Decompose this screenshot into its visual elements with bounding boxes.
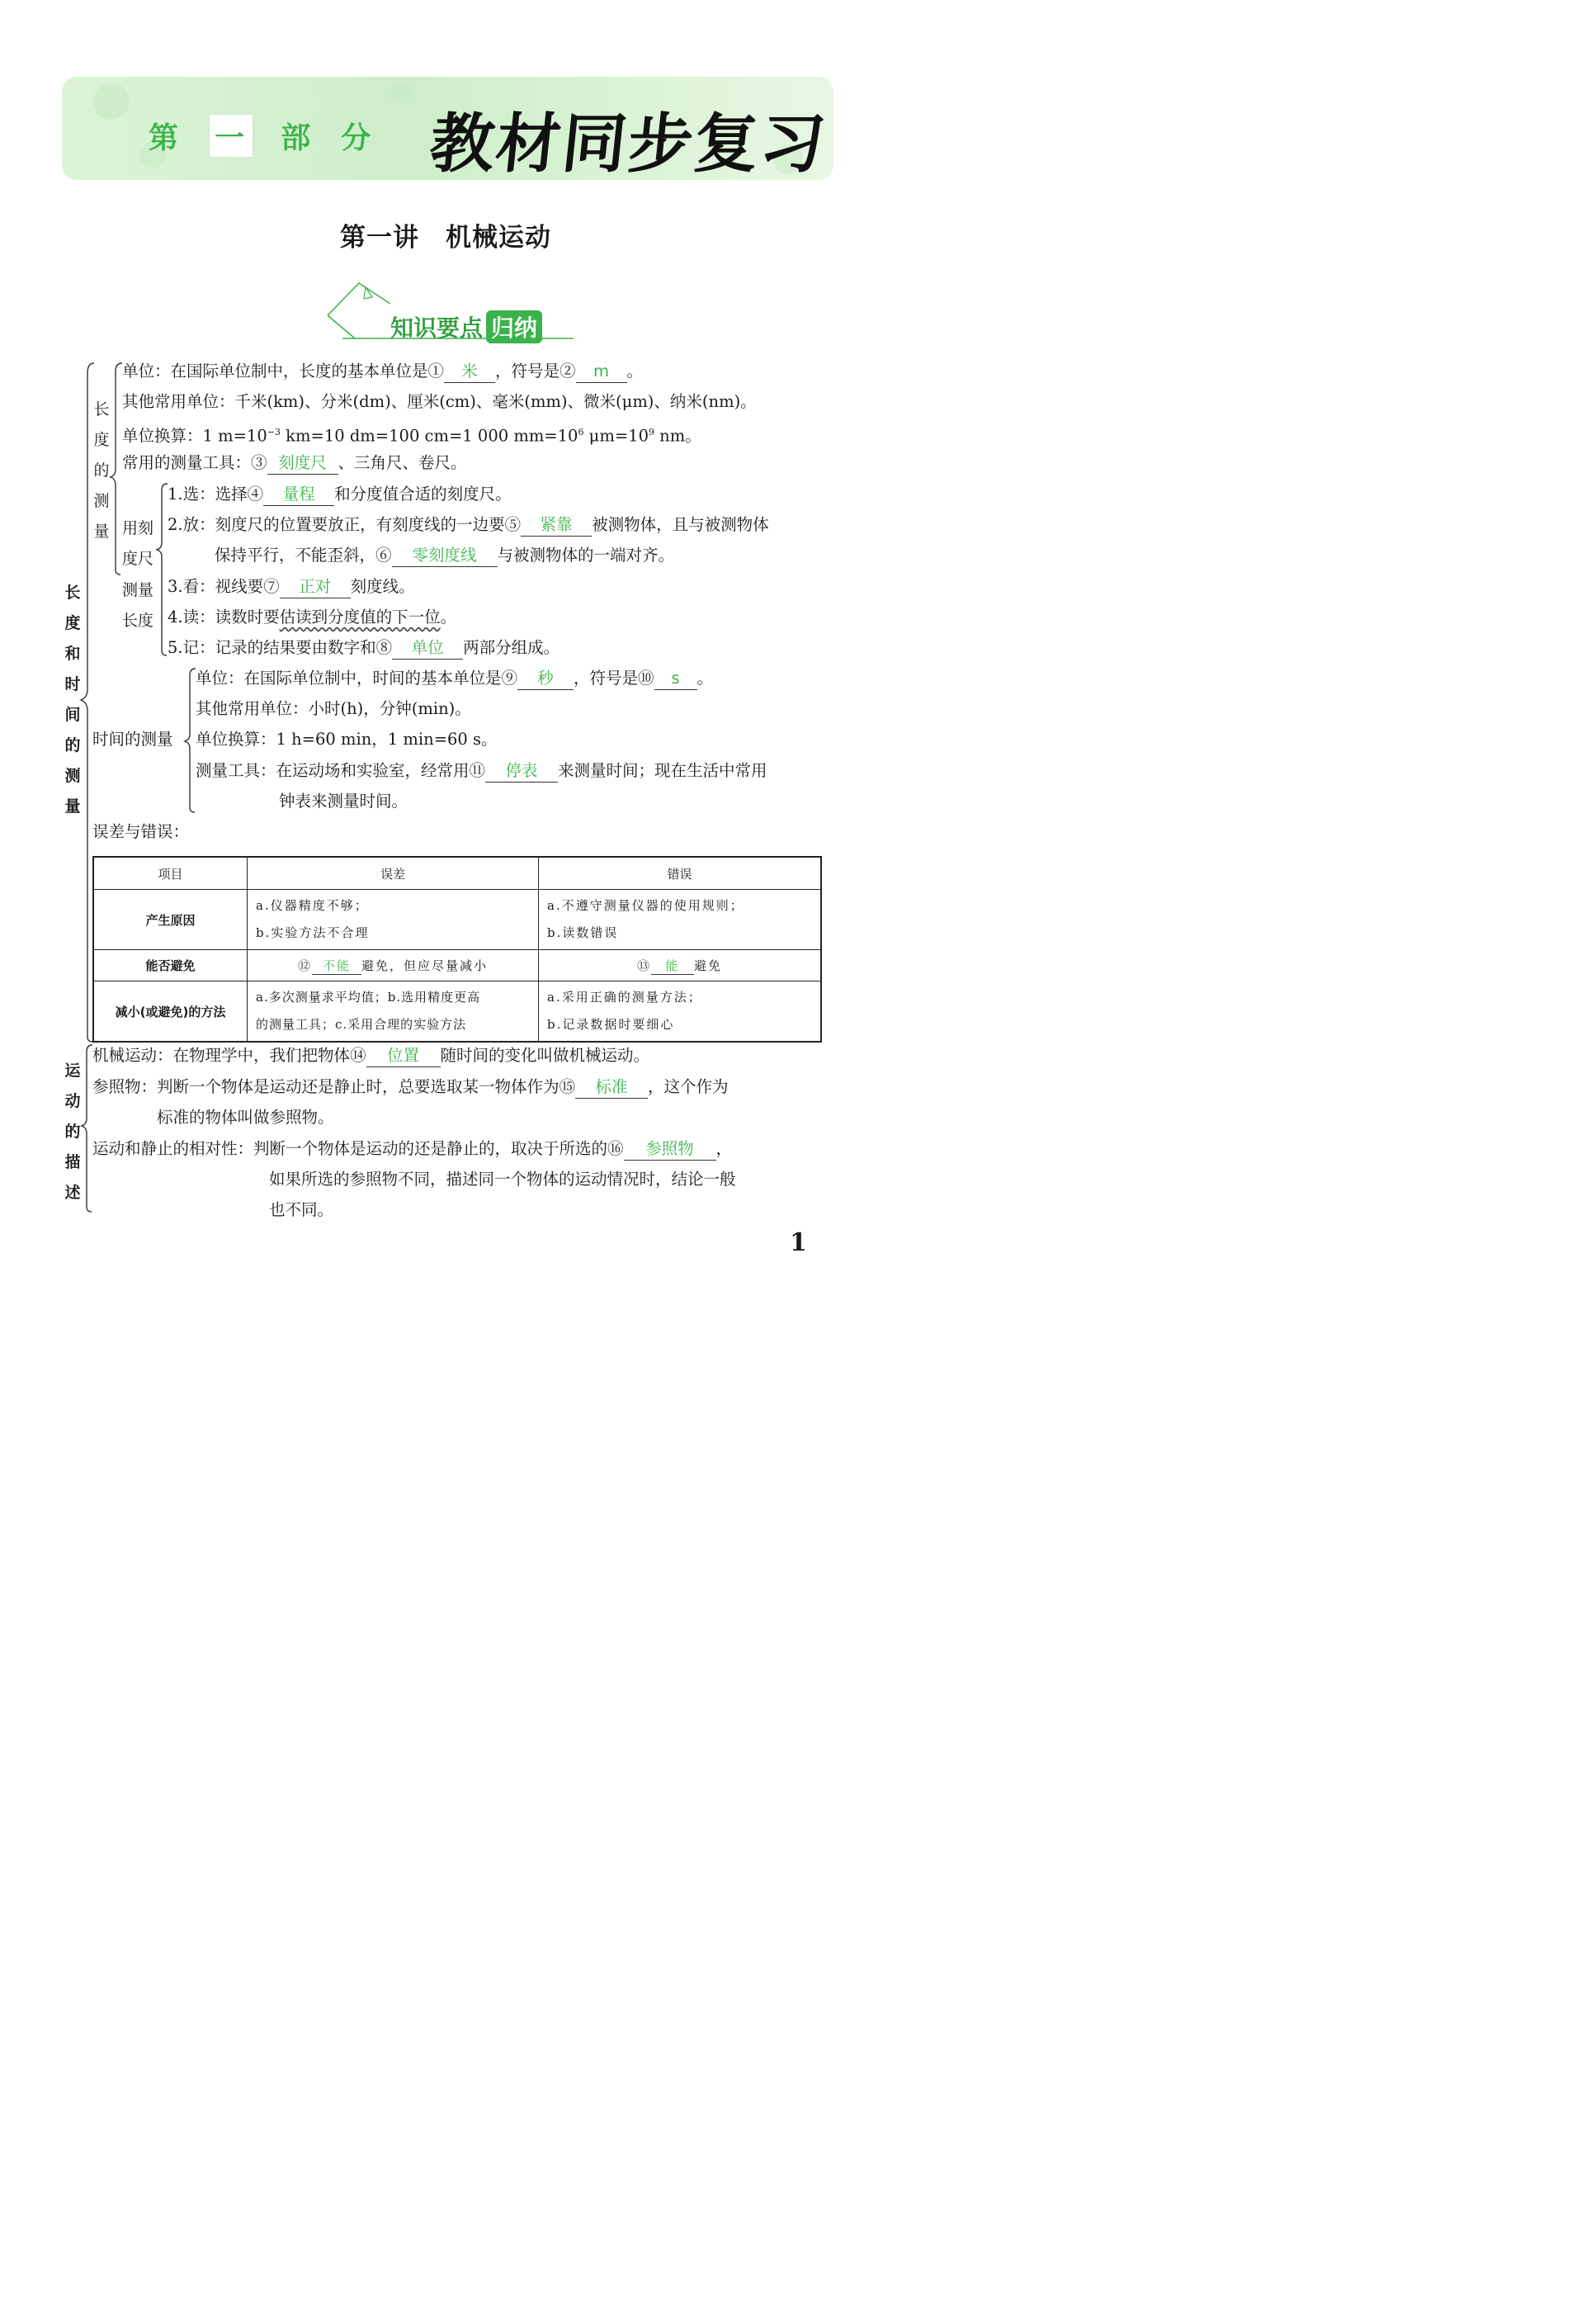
ruler-label-3 [122, 575, 153, 606]
part-char-1: 第 [149, 121, 182, 155]
answer-blank-10: s [654, 668, 697, 690]
answer-blank-5: 紧靠 [521, 514, 592, 537]
answer-blank-8: 单位 [392, 637, 463, 660]
side-label-length: 长度的测量 [93, 400, 110, 541]
ruler-label-bot1: 测量 [122, 581, 154, 599]
answer-blank-4: 量程 [263, 484, 334, 506]
time-unit-line: 单位：在国际单位制中，时间的基本单位是⑨ 秒 ，符号是⑩ s 。 [196, 668, 713, 690]
table-row [93, 981, 821, 1043]
motion-line-3b: 如果所选的参照物不同，描述同一个物体的运动情况时，结论一般 [269, 1170, 736, 1189]
ruler-step-2b: 保持平行，不能歪斜，⑥ 零刻度线 与被测物体的一端对齐。 [215, 545, 674, 567]
ruler-step-5: 5.记：记录的结果要由数字和⑧ 单位 两部分组成。 [168, 637, 560, 660]
side-label-time: 时间的测量 [92, 730, 173, 749]
part-char-3: 部 [281, 121, 314, 155]
section-badge-main: 知识要点 [390, 314, 484, 342]
ruler-label-2 [122, 544, 153, 575]
answer-blank-1: 米 [444, 361, 495, 383]
length-tool-line: 常用的测量工具：③ 刻度尺 、三角尺、卷尺。 [122, 452, 467, 475]
ruler-label-bot2: 长度 [122, 612, 154, 630]
length-conversion: 单位换算：1 $m=10^{-3}$ km=10 dm=100 cm=1 000 $mm=10^6$ $\mu m=10^9$ nm。 [122, 426, 701, 446]
answer-blank-16: 参照物 [624, 1138, 716, 1161]
ruler-label-mid: 度尺 [122, 550, 154, 568]
ruler-label-1 [122, 513, 153, 544]
error-table [92, 856, 822, 1043]
part-char-2: 一 [209, 114, 253, 158]
answer-blank-7: 正对 [280, 576, 351, 598]
time-tool-line-2: 钟表来测量时间。 [279, 792, 408, 811]
side-label-motion: 运动的描述 [64, 1062, 81, 1202]
table-header: 误差 [248, 857, 539, 890]
motion-line-3c: 也不同。 [269, 1200, 334, 1219]
table-header-row [93, 857, 821, 890]
error-heading: 误差与错误： [92, 822, 190, 841]
ruler-step-4: 4.读：读数时要估读到分度值的下一位。 [168, 608, 457, 627]
table-header: 项目 [93, 857, 248, 890]
time-tool-line: 测量工具：在运动场和实验室，经常用⑪ 停表 来测量时间；现在生活中常用 [196, 760, 767, 783]
answer-blank-11: 停表 [485, 760, 558, 783]
cell-mistake-cause: a.不遵守测量仪器的使用规则； b.读数错误 [539, 890, 822, 950]
row-head-method: 减小(或避免)的方法 [93, 981, 248, 1043]
motion-line-1: 机械运动：在物理学中，我们把物体⑭ 位置 随时间的变化叫做机械运动。 [92, 1045, 649, 1067]
cell-mistake-method: a.采用正确的测量方法； b.记录数据时要细心 [539, 981, 822, 1043]
answer-blank-2: m [576, 361, 627, 383]
time-other-units: 其他常用单位：小时(h)，分钟(min)。 [196, 699, 471, 718]
answer-blank-3: 刻度尺 [267, 452, 338, 475]
answer-blank-12: 不能 [312, 957, 361, 975]
motion-line-2: 参照物：判断一个物体是运动还是静止时，总要选取某一物体作为⑮ 标准 ，这个作为 [92, 1076, 729, 1099]
length-other-units: 其他常用单位：千米(km)、分米(dm)、厘米(cm)、毫米(mm)、微米(μm)、纳米(nm)。 [122, 392, 757, 411]
page-number: 1 [790, 1228, 807, 1257]
answer-blank-6: 零刻度线 [392, 545, 498, 567]
cell-mistake-avoid: ⑬ 能 避免 [539, 950, 822, 981]
row-head-avoid: 能否避免 [93, 950, 248, 981]
row-head-cause: 产生原因 [93, 890, 248, 950]
table-row [93, 950, 821, 981]
motion-line-3: 运动和静止的相对性：判断一个物体是运动的还是静止的，取决于所选的⑯ 参照物 ， [92, 1138, 732, 1161]
banner-title: 教材同步复习 [426, 106, 831, 182]
answer-blank-13: 能 [651, 957, 694, 975]
table-header: 错误 [539, 857, 822, 890]
motion-line-2b: 标准的物体叫做参照物。 [157, 1108, 334, 1127]
cell-error-cause: a.仪器精度不够； b.实验方法不合理 [248, 890, 539, 950]
ruler-step-1: 1.选：选择④ 量程 和分度值合适的刻度尺。 [168, 484, 512, 506]
time-conversion: 单位换算：1 h=60 min，1 min=60 s。 [196, 730, 498, 749]
ruler-label-4 [122, 606, 153, 636]
side-label-length-time: 长度和时间的测量 [64, 584, 81, 816]
answer-blank-15: 标准 [575, 1076, 648, 1099]
ruler-step-2: 2.放：刻度尺的位置要放正，有刻度线的一边要⑤ 紧靠 被测物体，且与被测物体 [168, 514, 769, 537]
table-row [93, 890, 821, 950]
ruler-step-3: 3.看：视线要⑦ 正对 刻度线。 [168, 576, 415, 598]
wavy-emphasis: 估读到分度值的下一位 [279, 608, 441, 627]
ruler-label-top: 用刻 [122, 519, 154, 537]
lecture-title: 第一讲 机械运动 [340, 223, 551, 253]
part-char-4: 分 [341, 121, 375, 155]
answer-blank-9: 秒 [517, 668, 574, 690]
length-unit-line: 单位：在国际单位制中，长度的基本单位是① 米 ，符号是② m 。 [122, 361, 643, 383]
answer-blank-14: 位置 [366, 1045, 441, 1067]
cell-error-method: a.多次测量求平均值；b.选用精度更高 的测量工具；c.采用合理的实验方法 [248, 981, 539, 1043]
section-badge-tag: 归纳 [486, 310, 542, 343]
cell-error-avoid: ⑫ 不能 避免，但应尽量减小 [248, 950, 539, 981]
